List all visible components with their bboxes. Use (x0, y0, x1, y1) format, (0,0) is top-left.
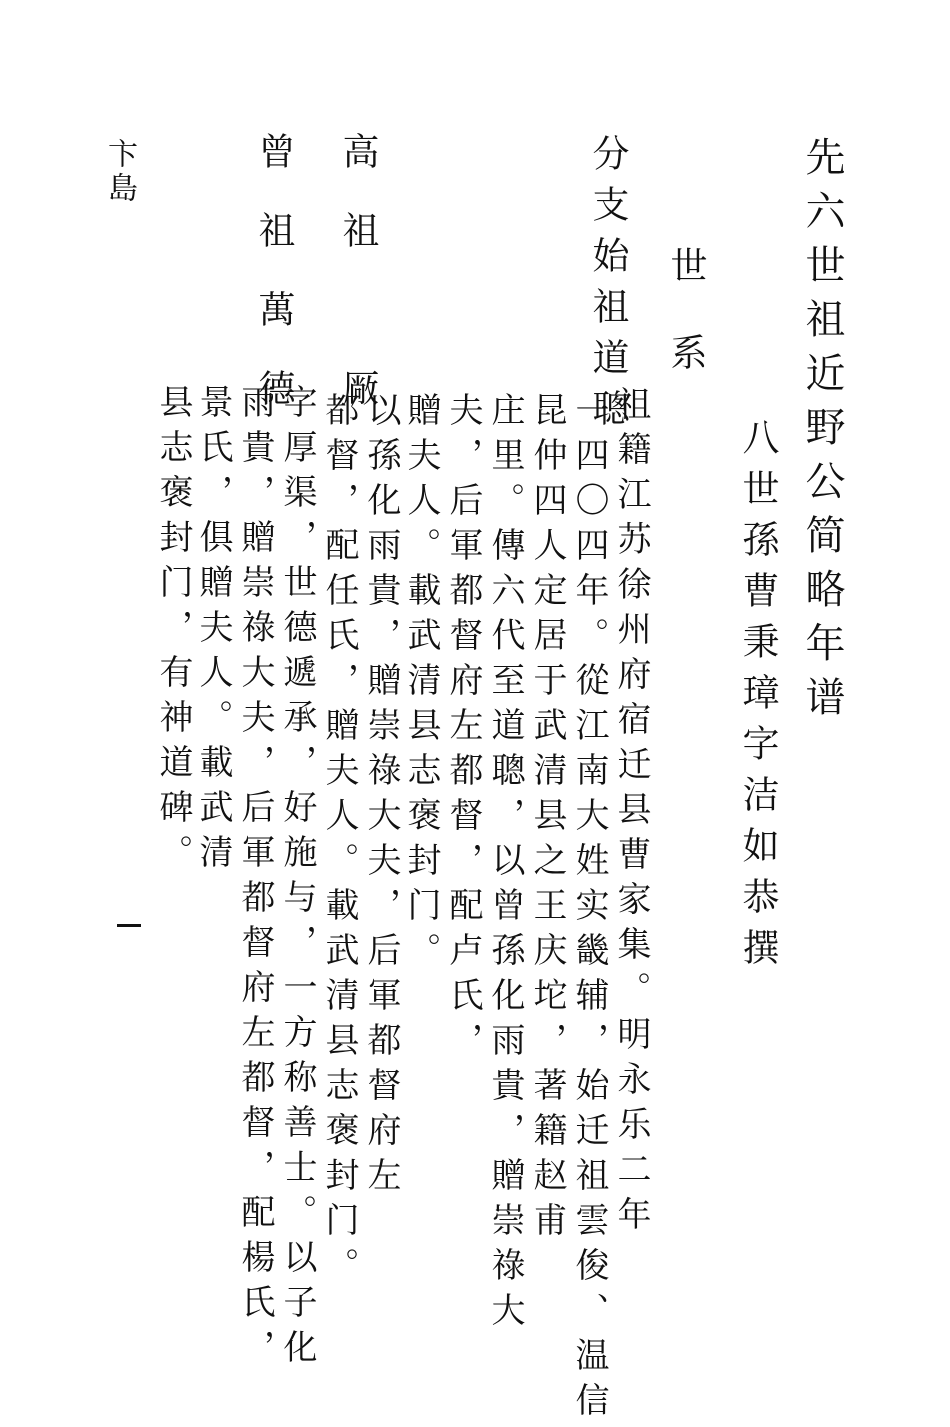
text-column: 以孫化雨貴，贈崇祿大夫，后軍都督府左 (361, 392, 401, 1202)
great-grandfather-heading: 曾祖萬德 (252, 132, 295, 448)
text-column: 雨貴，贈崇祿大夫，后軍都督府左都督，配楊氏， (235, 384, 275, 1374)
text-column: 贈夫人。載武清县志褒封门。 (401, 392, 441, 977)
author-byline: 八世孫曹秉璋字洁如恭撰 (736, 418, 779, 979)
great-great-grandfather-heading: 高祖 厰 (336, 132, 379, 448)
branch-ancestor-heading: 分支始祖道聰 (586, 134, 629, 440)
text-column: 昆仲四人定居于武清县之王庆坨，著籍赵甫 (527, 392, 567, 1247)
text-column: 景氏，俱贈夫人。載武清 (193, 384, 233, 879)
text-column: 字厚渠，世德遞承，好施与，一方称善士。以子化 (277, 384, 317, 1374)
text-column: 都督，配任氏，贈夫人。載武清县志褒封门。 (319, 392, 359, 1292)
text-column: 县志褒封门，有神道碑。 (153, 384, 193, 879)
section-heading: 世系 (664, 246, 707, 420)
margin-note: 卞島 (102, 138, 137, 206)
text-column: 夫，后軍都督府左都督，配卢氏， (443, 392, 483, 1067)
text-column: 一四〇四年。從江南大姓实畿辅，始迁祖雲俊、温信 (569, 392, 609, 1427)
document-title: 先六世祖近野公简略年谱 (799, 136, 845, 730)
text-column: 庄里。傳六代至道聰，以曾孫化雨貴，贈崇祿大 (485, 392, 525, 1337)
text-column: 祖籍江苏徐州府宿迁县曹家集。明永乐二年 (611, 386, 651, 1241)
page-mark (117, 924, 141, 927)
